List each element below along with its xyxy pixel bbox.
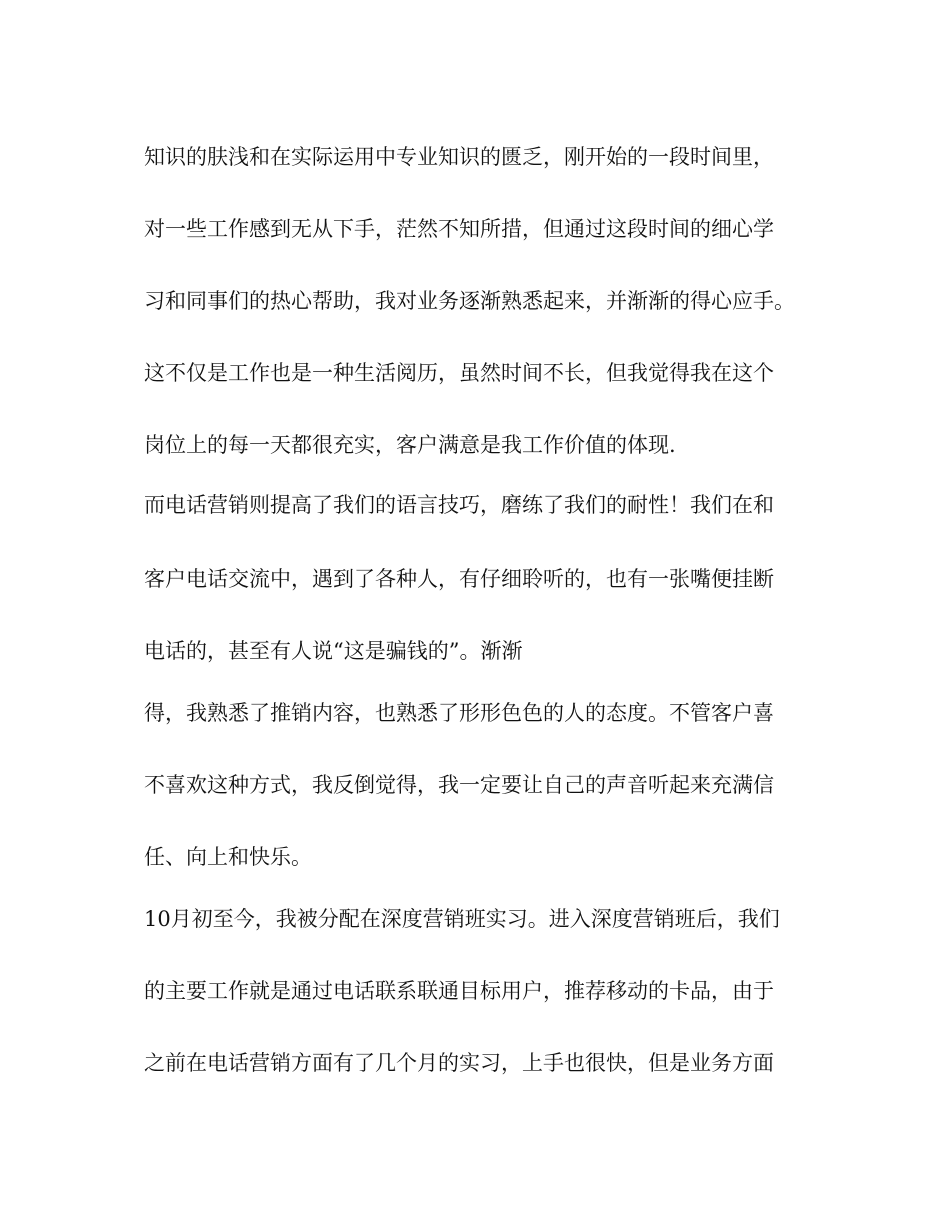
text-line: 这不仅是工作也是一种生活阅历，虽然时间不长，但我觉得我在这个 [144,361,774,385]
text-line: 不喜欢这种方式，我反倒觉得，我一定要让自己的声音听起来充满信 [144,773,774,797]
text-line: 客户电话交流中，遇到了各种人，有仔细聆听的，也有一张嘴便挂断 [144,567,774,591]
text-line: 得，我熟悉了推销内容，也熟悉了形形色色的人的态度。不管客户喜 [144,701,774,725]
text-line: 而电话营销则提高了我们的语言技巧，磨练了我们的耐性！我们在和 [144,493,774,517]
text-line: 之前在电话营销方面有了几个月的实习，上手也很快，但是业务方面 [144,1051,774,1075]
text-line: 的主要工作就是通过电话联系联通目标用户，推荐移动的卡品，由于 [144,979,774,1003]
text-line: 10月初至今，我被分配在深度营销班实习。进入深度营销班后，我们 [144,907,780,931]
text-line: 习和同事们的热心帮助，我对业务逐渐熟悉起来，并渐渐的得心应手。 [144,289,795,313]
text-line: 岗位上的每一天都很充实，客户满意是我工作价值的体现. [144,433,676,457]
text-line: 任、向上和快乐。 [144,845,312,869]
text-line: 电话的，甚至有人说“这是骗钱的”。渐渐 [144,639,523,663]
text-line: 知识的肤浅和在实际运用中专业知识的匮乏，刚开始的一段时间里， [144,145,774,169]
text-line: 对一些工作感到无从下手，茫然不知所措，但通过这段时间的细心学 [144,217,774,241]
